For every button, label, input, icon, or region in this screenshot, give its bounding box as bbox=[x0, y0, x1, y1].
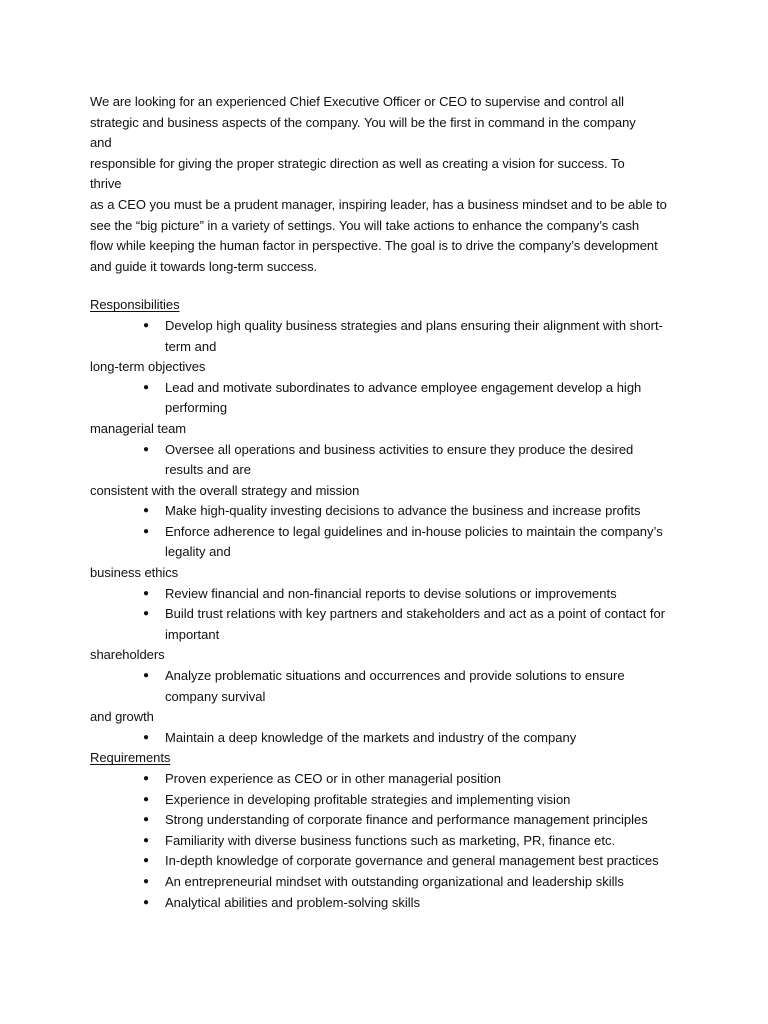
list-item-text: Lead and motivate subordinates to advance employee engagement develop a high bbox=[165, 379, 642, 395]
list-item-continuation: shareholders bbox=[90, 647, 165, 663]
document-content bbox=[90, 92, 690, 913]
intro-line: and guide it towards long-term success. bbox=[90, 258, 318, 274]
list-item-text: Build trust relations with key partners and stakeholders and act as a point of contact for bbox=[165, 606, 666, 622]
intro-line: We are looking for an experienced Chief Executive Officer or CEO to supervise and control all bbox=[90, 94, 624, 109]
list-item-text: results and are bbox=[165, 462, 251, 478]
intro-line: see the “big picture” in a variety of settings. You will take actions to enhance the company’s cash bbox=[90, 217, 640, 233]
bullet-icon: ● bbox=[143, 319, 150, 331]
list-item bbox=[90, 851, 690, 872]
list-item-text: Enforce adherence to legal guidelines and in-house policies to maintain the company’s bbox=[165, 523, 663, 539]
list-item-continuation: managerial team bbox=[90, 420, 187, 436]
bullet-icon: ● bbox=[143, 834, 150, 846]
bullet-icon: ● bbox=[143, 773, 150, 784]
list-item bbox=[90, 440, 690, 502]
list-item-text: legality and bbox=[165, 544, 231, 560]
list-item bbox=[90, 810, 690, 831]
intro-line: and bbox=[90, 135, 112, 151]
list-item-text: Analyze problematic situations and occurrences and provide solutions to ensure bbox=[165, 668, 625, 684]
list-item-text: Familiarity with diverse business functions such as marketing, PR, finance etc. bbox=[165, 832, 616, 848]
bullet-icon: ● bbox=[143, 855, 150, 867]
list-item bbox=[90, 378, 690, 440]
list-item bbox=[90, 316, 690, 378]
list-item-text: Review financial and non-financial reports to devise solutions or improvements bbox=[165, 585, 617, 601]
list-item-text: Strong understanding of corporate finance and performance management principles bbox=[165, 812, 648, 828]
list-item-text: important bbox=[165, 626, 220, 642]
bullet-icon: ● bbox=[143, 670, 150, 682]
bullet-icon: ● bbox=[143, 875, 150, 887]
list-item-text: An entrepreneurial mindset with outstanding organizational and leadership skills bbox=[165, 873, 624, 889]
responsibilities-list bbox=[90, 316, 690, 748]
bullet-icon: ● bbox=[143, 814, 150, 826]
list-item bbox=[90, 584, 690, 605]
responsibilities-heading: Responsibilities bbox=[90, 297, 180, 313]
requirements-list bbox=[90, 769, 690, 913]
bullet-icon: ● bbox=[143, 896, 150, 908]
intro-line: strategic and business aspects of the company. You will be the first in command in the company bbox=[90, 114, 636, 130]
list-item bbox=[90, 872, 690, 893]
bullet-icon: ● bbox=[143, 525, 150, 537]
list-item-continuation: consistent with the overall strategy and mission bbox=[90, 482, 360, 498]
list-item-text: Develop high quality business strategies and plans ensuring their alignment with short- bbox=[165, 317, 663, 333]
intro-line: responsible for giving the proper strategic direction as well as creating a vision for success. To bbox=[90, 155, 625, 171]
list-item-continuation: business ethics bbox=[90, 565, 179, 581]
intro-line: as a CEO you must be a prudent manager, inspiring leader, has a business mindset and to be able to bbox=[90, 196, 667, 212]
list-item bbox=[90, 790, 690, 811]
list-item bbox=[90, 604, 690, 666]
list-item bbox=[90, 501, 690, 522]
spacer bbox=[90, 277, 690, 295]
list-item-continuation: and growth bbox=[90, 709, 154, 725]
intro-paragraph bbox=[90, 92, 690, 277]
bullet-icon: ● bbox=[143, 587, 150, 599]
list-item-text: Proven experience as CEO or in other managerial position bbox=[165, 771, 502, 786]
list-item bbox=[90, 893, 690, 914]
bullet-icon: ● bbox=[143, 793, 150, 805]
bullet-icon: ● bbox=[143, 381, 150, 393]
list-item bbox=[90, 522, 690, 584]
list-item bbox=[90, 769, 690, 790]
list-item-continuation: long-term objectives bbox=[90, 359, 206, 375]
list-item-text: performing bbox=[165, 400, 228, 416]
list-item bbox=[90, 831, 690, 852]
list-item bbox=[90, 728, 690, 749]
requirements-heading: Requirements bbox=[90, 750, 171, 766]
list-item-text: term and bbox=[165, 338, 217, 354]
list-item bbox=[90, 666, 690, 728]
bullet-icon: ● bbox=[143, 505, 150, 517]
list-item-text: Experience in developing profitable strategies and implementing vision bbox=[165, 791, 571, 807]
bullet-icon: ● bbox=[143, 731, 150, 743]
list-item-text: Analytical abilities and problem-solving skills bbox=[165, 894, 421, 910]
list-item-text: Make high-quality investing decisions to advance the business and increase profits bbox=[165, 503, 641, 519]
bullet-icon: ● bbox=[143, 443, 150, 455]
intro-line: thrive bbox=[90, 176, 122, 192]
list-item-text: In-depth knowledge of corporate governance and general management best practices bbox=[165, 853, 659, 869]
list-item-text: Maintain a deep knowledge of the markets and industry of the company bbox=[165, 729, 577, 745]
list-item-text: company survival bbox=[165, 688, 266, 704]
list-item-text: Oversee all operations and business activities to ensure they produce the desired bbox=[165, 441, 634, 457]
bullet-icon: ● bbox=[143, 608, 150, 620]
intro-line: flow while keeping the human factor in perspective. The goal is to drive the company’s development bbox=[90, 238, 658, 254]
